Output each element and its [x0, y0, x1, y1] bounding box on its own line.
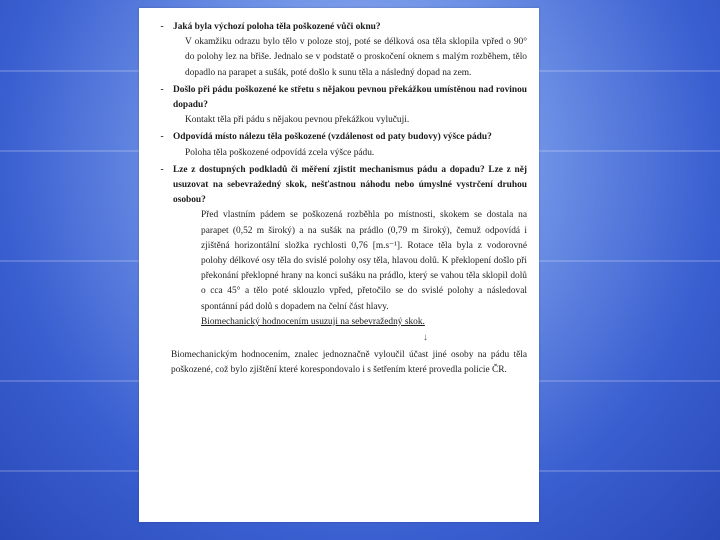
question-4-text: Lze z dostupných podkladů či měření zjistit mechanismus pádu a dopadu? Lze z něj usuzovat na sebevražedný skok, nešťastnou náhodu nebo úmyslné vystrčení druhou osobou? — [173, 164, 527, 206]
question-4: - Lze z dostupných podkladů či měření zjistit mechanismus pádu a dopadu? Lze z něj usuzovat na sebevražedný skok, nešťastnou náhodu nebo úmyslné vystrčení druhou osobou? — [151, 163, 527, 209]
answer-1: V okamžiku odrazu bylo tělo v poloze stoj, poté se délková osa těla sklopila vpřed o 90° do polohy lez na břiše. Jednalo se v podstatě o proskočení oknem s malým rozběhem, tělo dopadlo na parapet a sušák, poté došlo k sunu těla a následný dopad na zem. — [185, 37, 527, 78]
question-1: - Jaká byla výchozí poloha těla poškozené vůči oknu? — [151, 20, 527, 35]
conclusion: Biomechanický hodnocením usuzuji na sebevražedný skok. — [201, 316, 425, 327]
down-arrow-icon: ↓ — [423, 332, 428, 344]
answer-4: Před vlastním pádem se poškozená rozběhla po místnosti, skokem se dostala na parapet (0,52 m široký) a na sušák na prádlo (0,79 m široký), čemuž odpovídá i zjištěná horizontální složka rychlosti 0,76 [m.s⁻¹]. Rotace těla byla z vodorovné polohy délkové osy těla do svislé polohy osy těla, hlavou dolů. K překlopení došlo při překonání překlopné hrany na konci sušáku na prádlo, který se vahou těla sklopil dolů o cca 45° a tělo poté sklouzlo vpřed, přetočilo se do svislé polohy a následoval spontánní pád dolů s dopadem na čelní část hlavy. — [201, 210, 527, 312]
document-page — [139, 8, 539, 522]
question-2-text: Došlo při pádu poškozené ke střetu s nějakou pevnou překážkou umístěnou nad rovinou dopadu? — [173, 84, 527, 111]
answer-3: Poloha těla poškozené odpovídá zcela výšce pádu. — [185, 147, 375, 158]
question-3: - Odpovídá místo nálezu těla poškozené (vzdálenost od paty budovy) výšce pádu? — [151, 130, 527, 145]
question-1-text: Jaká byla výchozí poloha těla poškozené vůči oknu? — [173, 22, 381, 32]
question-2: - Došlo při pádu poškozené ke střetu s nějakou pevnou překážkou umístěnou nad rovinou dopadu? — [151, 83, 527, 113]
answer-2: Kontakt těla při pádu s nějakou pevnou překážkou vylučuji. — [185, 115, 410, 126]
question-3-text: Odpovídá místo nálezu těla poškozené (vzdálenost od paty budovy) výšce pádu? — [173, 132, 492, 143]
final-paragraph: Biomechanickým hodnocením, znalec jednoznačně vyloučil účast jiné osoby na pádu těla poškozené, což bylo zjištění které korespondovalo i s šetřením které provedla policie ČR. — [171, 350, 527, 376]
